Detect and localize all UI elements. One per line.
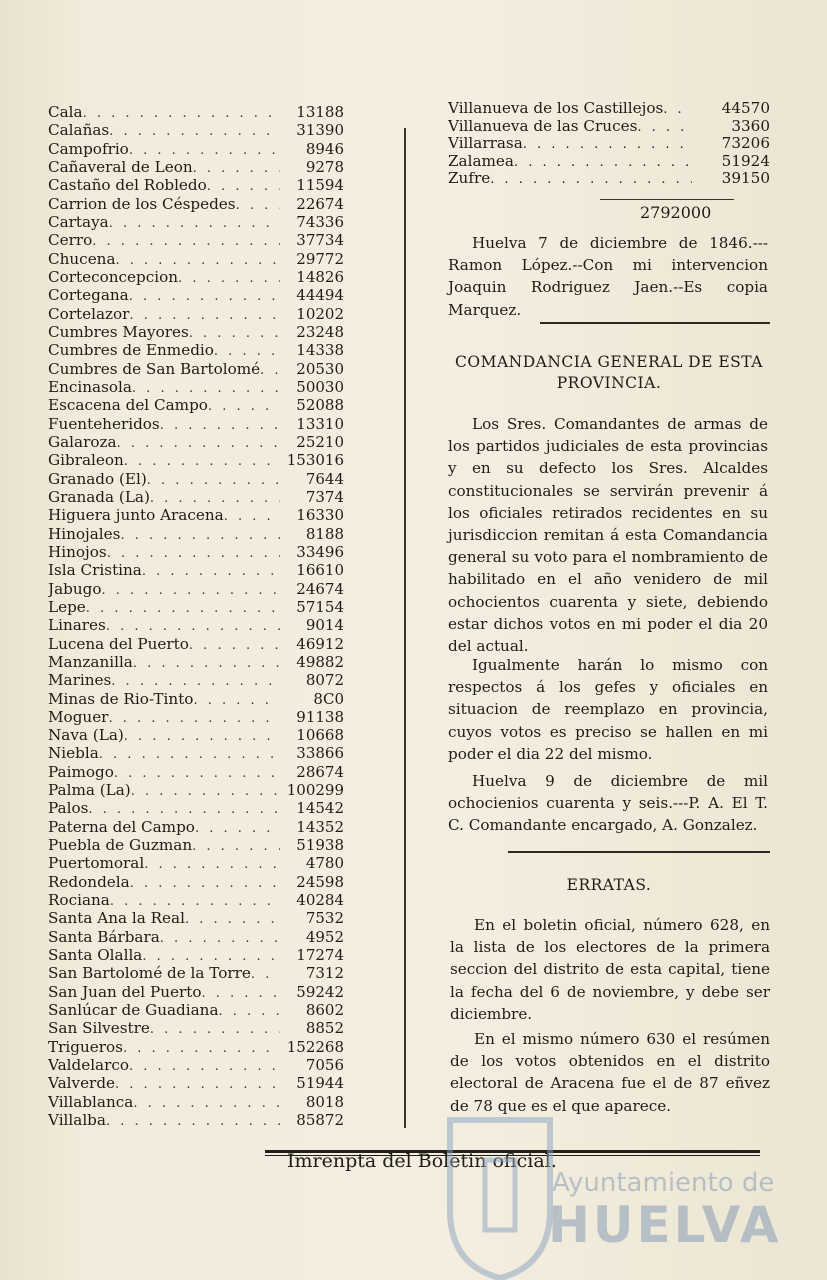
- vote-count: 3360: [731, 117, 770, 135]
- municipality-name: Hinojales: [48, 524, 121, 543]
- list-item: [48, 891, 344, 909]
- vote-count: 152268: [286, 1037, 344, 1056]
- municipality-name: Sanlúcar de Guadiana: [48, 1001, 219, 1020]
- dot-leader: [219, 1003, 280, 1019]
- vote-count: 9278: [305, 157, 344, 176]
- comandancia-paragraph-1: Los Sres. Comandantes de armas de los partidos judiciales de esta provincias y en su defecto los Sres. Alcaldes constitucionales se servirán prevenir á los oficiales retirados recidentes en su jurisdiccion remitan á esta Comandancia general su voto para el nombramiento de habilitado en el año venidero de mil ochocientos cuarenta y siete, debiendo estar dichos votos en mi poder el dia 20 del actual.: [448, 415, 768, 656]
- dot-leader: [83, 105, 280, 121]
- dot-leader: [114, 765, 280, 781]
- vote-count: 7644: [305, 469, 344, 488]
- list-item: [48, 158, 344, 176]
- municipality-name: Encinasola: [48, 377, 132, 396]
- vote-count: 14352: [296, 817, 344, 836]
- vote-count: 51924: [721, 152, 770, 170]
- list-item: [48, 140, 344, 158]
- list-item: [48, 763, 344, 781]
- vote-count: 28674: [296, 762, 344, 781]
- dot-leader: [178, 270, 280, 286]
- municipality-name: Villanueva de los Castillejos: [448, 100, 664, 117]
- watermark-line-2: HUELVA: [548, 1196, 782, 1254]
- dot-leader: [133, 1095, 280, 1111]
- municipality-name: Cala: [48, 103, 83, 121]
- list-item: [48, 983, 344, 1001]
- list-item: [48, 946, 344, 964]
- dot-leader: [124, 453, 280, 469]
- list-item: [48, 726, 344, 744]
- watermark-line-1: Ayuntamiento de: [552, 1168, 775, 1198]
- dot-leader: [189, 325, 280, 341]
- list-item: [48, 1111, 344, 1129]
- vote-count: 16610: [296, 561, 344, 580]
- list-item: [48, 1056, 344, 1074]
- vote-count: 57154: [296, 597, 344, 616]
- vote-count: 14826: [296, 267, 344, 286]
- municipality-list-right: [448, 100, 770, 188]
- municipality-name: Cumbres Mayores: [48, 322, 189, 341]
- municipality-name: Manzanilla: [48, 652, 133, 671]
- list-item: [48, 635, 344, 653]
- dot-leader: [111, 673, 280, 689]
- vote-count: 51938: [296, 836, 344, 855]
- dot-leader: [150, 1021, 280, 1037]
- municipality-name: Paterna del Campo: [48, 817, 195, 836]
- vote-count: 44494: [296, 286, 344, 305]
- vote-count: 49882: [296, 652, 344, 671]
- vote-count: 33496: [296, 542, 344, 561]
- municipality-name: Villarrasa: [448, 135, 523, 152]
- municipality-name: Hinojos: [48, 542, 107, 561]
- municipality-name: Santa Bárbara: [48, 927, 160, 946]
- vote-count: 59242: [296, 982, 344, 1001]
- list-item: [48, 1093, 344, 1111]
- municipality-name: Escacena del Campo: [48, 396, 208, 415]
- dot-leader: [109, 123, 280, 139]
- municipality-name: Redondela: [48, 872, 130, 891]
- vote-count: 7532: [305, 909, 344, 928]
- municipality-name: San Bartolomé de la Torre: [48, 964, 251, 983]
- dot-leader: [99, 746, 280, 762]
- dot-leader: [236, 197, 280, 213]
- vote-count: 13310: [296, 414, 344, 433]
- dot-leader: [142, 948, 280, 964]
- dot-leader: [117, 435, 280, 451]
- vote-count: 100299: [286, 781, 344, 800]
- municipality-name: Cortegana: [48, 286, 129, 305]
- dot-leader: [106, 1113, 280, 1129]
- list-item: [48, 799, 344, 817]
- dot-leader: [208, 398, 280, 414]
- list-item: [48, 1038, 344, 1056]
- vote-count: 8188: [305, 524, 344, 543]
- list-item: [48, 1074, 344, 1092]
- vote-count: 8602: [305, 1001, 344, 1020]
- list-item: [48, 818, 344, 836]
- list-item: [48, 506, 344, 524]
- municipality-name: Villanueva de las Cruces: [448, 117, 638, 135]
- municipality-list-left: [48, 103, 344, 1129]
- municipality-name: Granado (El): [48, 469, 147, 488]
- dot-leader: [147, 472, 280, 488]
- municipality-name: Granada (La): [48, 487, 150, 506]
- dot-leader: [637, 119, 692, 136]
- list-item: [48, 561, 344, 579]
- vote-count: 22674: [296, 194, 344, 213]
- dot-leader: [207, 178, 280, 194]
- dot-leader: [260, 362, 280, 378]
- municipality-name: Minas de Rio-Tinto: [48, 689, 194, 708]
- comandancia-title-line2: PROVINCIA.: [556, 374, 662, 392]
- municipality-name: Cañaveral de Leon: [48, 157, 193, 176]
- list-item: [48, 964, 344, 982]
- municipality-name: Calañas: [48, 121, 110, 140]
- list-item: [48, 213, 344, 231]
- section-rule-2: [508, 851, 770, 853]
- list-item: [48, 360, 344, 378]
- dot-leader: [123, 1040, 280, 1056]
- dot-leader: [150, 490, 280, 506]
- dot-leader: [110, 893, 280, 909]
- municipality-name: Fuenteheridos: [48, 414, 160, 433]
- dot-leader: [116, 252, 280, 268]
- vote-count: 31390: [296, 121, 344, 140]
- list-item: [48, 744, 344, 762]
- list-item: [48, 176, 344, 194]
- municipality-name: Chucena: [48, 249, 116, 268]
- municipality-name: Cartaya: [48, 212, 109, 231]
- municipality-name: Carrion de los Céspedes: [48, 194, 236, 213]
- municipality-name: San Silvestre: [48, 1019, 150, 1038]
- dot-leader: [129, 1058, 280, 1074]
- municipality-name: Palma (La): [48, 781, 131, 800]
- municipality-name: Cumbres de San Bartolomé: [48, 359, 261, 378]
- watermark-logo: [430, 1100, 827, 1280]
- municipality-name: Campofrio: [48, 139, 129, 158]
- vote-count: 9014: [305, 616, 344, 635]
- vote-count: 40284: [296, 891, 344, 910]
- list-item: [48, 690, 344, 708]
- list-item: [48, 121, 344, 139]
- municipality-name: Trigueros: [48, 1037, 123, 1056]
- municipality-name: Lucena del Puerto: [48, 634, 189, 653]
- printer-footer: Imrenpta del Boletin oficial.: [287, 1150, 557, 1172]
- dot-leader: [142, 563, 280, 579]
- dot-leader: [132, 380, 280, 396]
- municipality-name: Linares: [48, 616, 106, 635]
- comandancia-title-line1: COMANDANCIA GENERAL DE ESTA: [455, 353, 763, 371]
- vote-count: 44570: [721, 100, 770, 117]
- municipality-name: Corteconcepcion: [48, 267, 179, 286]
- dot-leader: [115, 1076, 280, 1092]
- list-item: [448, 100, 770, 118]
- dot-leader: [129, 142, 280, 158]
- list-item: [48, 305, 344, 323]
- municipality-name: Lepe: [48, 597, 86, 616]
- list-item: [48, 580, 344, 598]
- comandancia-paragraph-3: Huelva 9 de diciembre de mil ochocienios cuarenta y seis.---P. A. El T. C. Comandante encargado, A. Gonzalez.: [448, 772, 768, 835]
- dot-leader: [214, 343, 280, 359]
- list-item: [48, 378, 344, 396]
- dot-leader: [523, 136, 692, 153]
- list-item: [48, 653, 344, 671]
- dot-leader: [189, 637, 280, 653]
- vote-count: 85872: [296, 1111, 344, 1130]
- list-item: [48, 928, 344, 946]
- list-item: [48, 525, 344, 543]
- list-item: [48, 598, 344, 616]
- list-item: [448, 118, 770, 136]
- list-item: [448, 135, 770, 153]
- section-rule-1: [540, 322, 770, 324]
- dot-leader: [663, 101, 692, 118]
- vote-count: 8072: [305, 671, 344, 690]
- municipality-name: Nava (La): [48, 726, 124, 745]
- municipality-name: Galaroza: [48, 432, 117, 451]
- vote-count: 73206: [721, 135, 770, 152]
- vote-count: 51944: [296, 1074, 344, 1093]
- list-item: [48, 909, 344, 927]
- list-item: [48, 781, 344, 799]
- municipality-name: Zalamea: [448, 152, 514, 170]
- dot-leader: [131, 783, 280, 799]
- vote-count: 8C0: [313, 689, 344, 708]
- municipality-name: Cumbres de Enmedio: [48, 341, 214, 360]
- dot-leader: [144, 856, 280, 872]
- list-item: [48, 873, 344, 891]
- vote-count: 91138: [296, 707, 344, 726]
- dot-leader: [102, 582, 280, 598]
- column-divider: [404, 128, 406, 1128]
- dot-leader: [107, 545, 280, 561]
- municipality-name: Cortelazor: [48, 304, 130, 323]
- vote-count: 10668: [296, 726, 344, 745]
- vote-count: 39150: [721, 170, 770, 187]
- vote-count: 11594: [296, 176, 344, 195]
- list-item: [48, 195, 344, 213]
- list-item: [48, 671, 344, 689]
- vote-count: 37734: [296, 231, 344, 250]
- municipality-name: Zufre: [448, 170, 491, 187]
- municipality-name: Puertomoral: [48, 854, 145, 873]
- vote-count: 24674: [296, 579, 344, 598]
- list-item: [48, 286, 344, 304]
- vote-count: 16330: [296, 506, 344, 525]
- list-item: [48, 396, 344, 414]
- erratas-title: ERRATAS.: [566, 876, 652, 894]
- vote-count: 29772: [296, 249, 344, 268]
- dot-leader: [514, 154, 692, 171]
- vote-count: 14542: [296, 799, 344, 818]
- municipality-name: Castaño del Robledo: [48, 176, 207, 195]
- dot-leader: [133, 655, 280, 671]
- dot-leader: [88, 801, 280, 817]
- municipality-name: Palos: [48, 799, 89, 818]
- dot-leader: [129, 288, 280, 304]
- grand-total: 2792000: [640, 203, 712, 222]
- dot-leader: [124, 728, 280, 744]
- vote-count: 10202: [296, 304, 344, 323]
- municipality-name: Santa Olalla: [48, 946, 143, 965]
- dot-leader: [106, 618, 280, 634]
- vote-count: 4952: [305, 927, 344, 946]
- list-item: [48, 323, 344, 341]
- vote-count: 52088: [296, 396, 344, 415]
- vote-count: 8852: [305, 1019, 344, 1038]
- municipality-name: Villablanca: [48, 1092, 134, 1111]
- dot-leader: [185, 911, 280, 927]
- erratas-paragraph-2: En el mismo número 630 el resúmen de los votos obtenidos en el distrito electoral de Aracena fue el de 87 eñvez de 78 que es el que aparece.: [450, 1030, 770, 1115]
- dot-leader: [160, 930, 280, 946]
- municipality-name: Moguer: [48, 707, 109, 726]
- list-item: [48, 231, 344, 249]
- municipality-name: Rociana: [48, 891, 110, 910]
- dot-leader: [120, 527, 280, 543]
- list-item: [48, 433, 344, 451]
- municipality-name: Paimogo: [48, 762, 114, 781]
- dot-leader: [129, 307, 280, 323]
- dot-leader: [193, 160, 280, 176]
- vote-count: 13188: [296, 103, 344, 121]
- list-item: [48, 415, 344, 433]
- municipality-name: Marines: [48, 671, 112, 690]
- municipality-name: Higuera junto Aracena: [48, 506, 224, 525]
- dot-leader: [251, 966, 280, 982]
- list-item: [48, 103, 344, 121]
- vote-count: 8946: [305, 139, 344, 158]
- list-item: [48, 470, 344, 488]
- list-item: [48, 250, 344, 268]
- municipality-name: Niebla: [48, 744, 99, 763]
- dot-leader: [92, 233, 280, 249]
- dot-leader: [490, 171, 692, 188]
- vote-count: 33866: [296, 744, 344, 763]
- dot-leader: [195, 820, 280, 836]
- dot-leader: [224, 508, 280, 524]
- vote-count: 74336: [296, 212, 344, 231]
- vote-count: 4780: [305, 854, 344, 873]
- dot-leader: [130, 875, 280, 891]
- municipality-name: Valdelarco: [48, 1056, 130, 1075]
- dot-leader: [192, 838, 280, 854]
- list-item: [48, 836, 344, 854]
- list-item: [48, 341, 344, 359]
- erratas-paragraph-1: En el boletin oficial, número 628, en la lista de los electores de la primera seccion del distrito de esta capital, tiene la fecha del 6 de noviembre, y debe ser diciembre.: [450, 916, 770, 1023]
- vote-count: 14338: [296, 341, 344, 360]
- list-item: [48, 616, 344, 634]
- vote-count: 7374: [305, 487, 344, 506]
- municipality-name: Gibraleon: [48, 451, 124, 470]
- vote-count: 153016: [286, 451, 344, 470]
- dot-leader: [160, 417, 280, 433]
- municipality-name: Cerro: [48, 231, 93, 250]
- total-rule: [600, 199, 734, 200]
- dot-leader: [193, 692, 280, 708]
- list-item: [48, 1001, 344, 1019]
- list-item: [48, 488, 344, 506]
- municipality-name: Santa Ana la Real: [48, 909, 185, 928]
- municipality-name: Isla Cristina: [48, 561, 142, 580]
- list-item: [448, 153, 770, 171]
- comandancia-title: [448, 352, 770, 394]
- dot-leader: [202, 985, 281, 1001]
- signature-paragraph: Huelva 7 de diciembre de 1846.---Ramon López.--Con mi intervencion Joaquin Rodriguez Jaen.--Es copia Marquez.: [448, 234, 768, 319]
- list-item: [448, 170, 770, 188]
- vote-count: 24598: [296, 872, 344, 891]
- list-item: [48, 1019, 344, 1037]
- vote-count: 50030: [296, 377, 344, 396]
- municipality-name: Puebla de Guzman: [48, 836, 193, 855]
- list-item: [48, 708, 344, 726]
- vote-count: 20530: [296, 359, 344, 378]
- list-item: [48, 268, 344, 286]
- municipality-name: Villalba: [48, 1111, 106, 1130]
- dot-leader: [86, 600, 280, 616]
- list-item: [48, 543, 344, 561]
- comandancia-paragraph-2: Igualmente harán lo mismo con respectos á los gefes y oficiales en situacion de reemplazo en provincia, cuyos votos es preciso se hallen en mi poder el dia 22 del mismo.: [448, 656, 768, 763]
- list-item: [48, 854, 344, 872]
- municipality-name: Valverde: [48, 1074, 116, 1093]
- municipality-name: San Juan del Puerto: [48, 982, 202, 1001]
- vote-count: 46912: [296, 634, 344, 653]
- vote-count: 8018: [305, 1092, 344, 1111]
- dot-leader: [108, 710, 280, 726]
- vote-count: 7312: [305, 964, 344, 983]
- vote-count: 23248: [296, 322, 344, 341]
- vote-count: 7056: [305, 1056, 344, 1075]
- municipality-name: Jabugo: [48, 579, 102, 598]
- dot-leader: [109, 215, 280, 231]
- list-item: [48, 451, 344, 469]
- vote-count: 17274: [296, 946, 344, 965]
- vote-count: 25210: [296, 432, 344, 451]
